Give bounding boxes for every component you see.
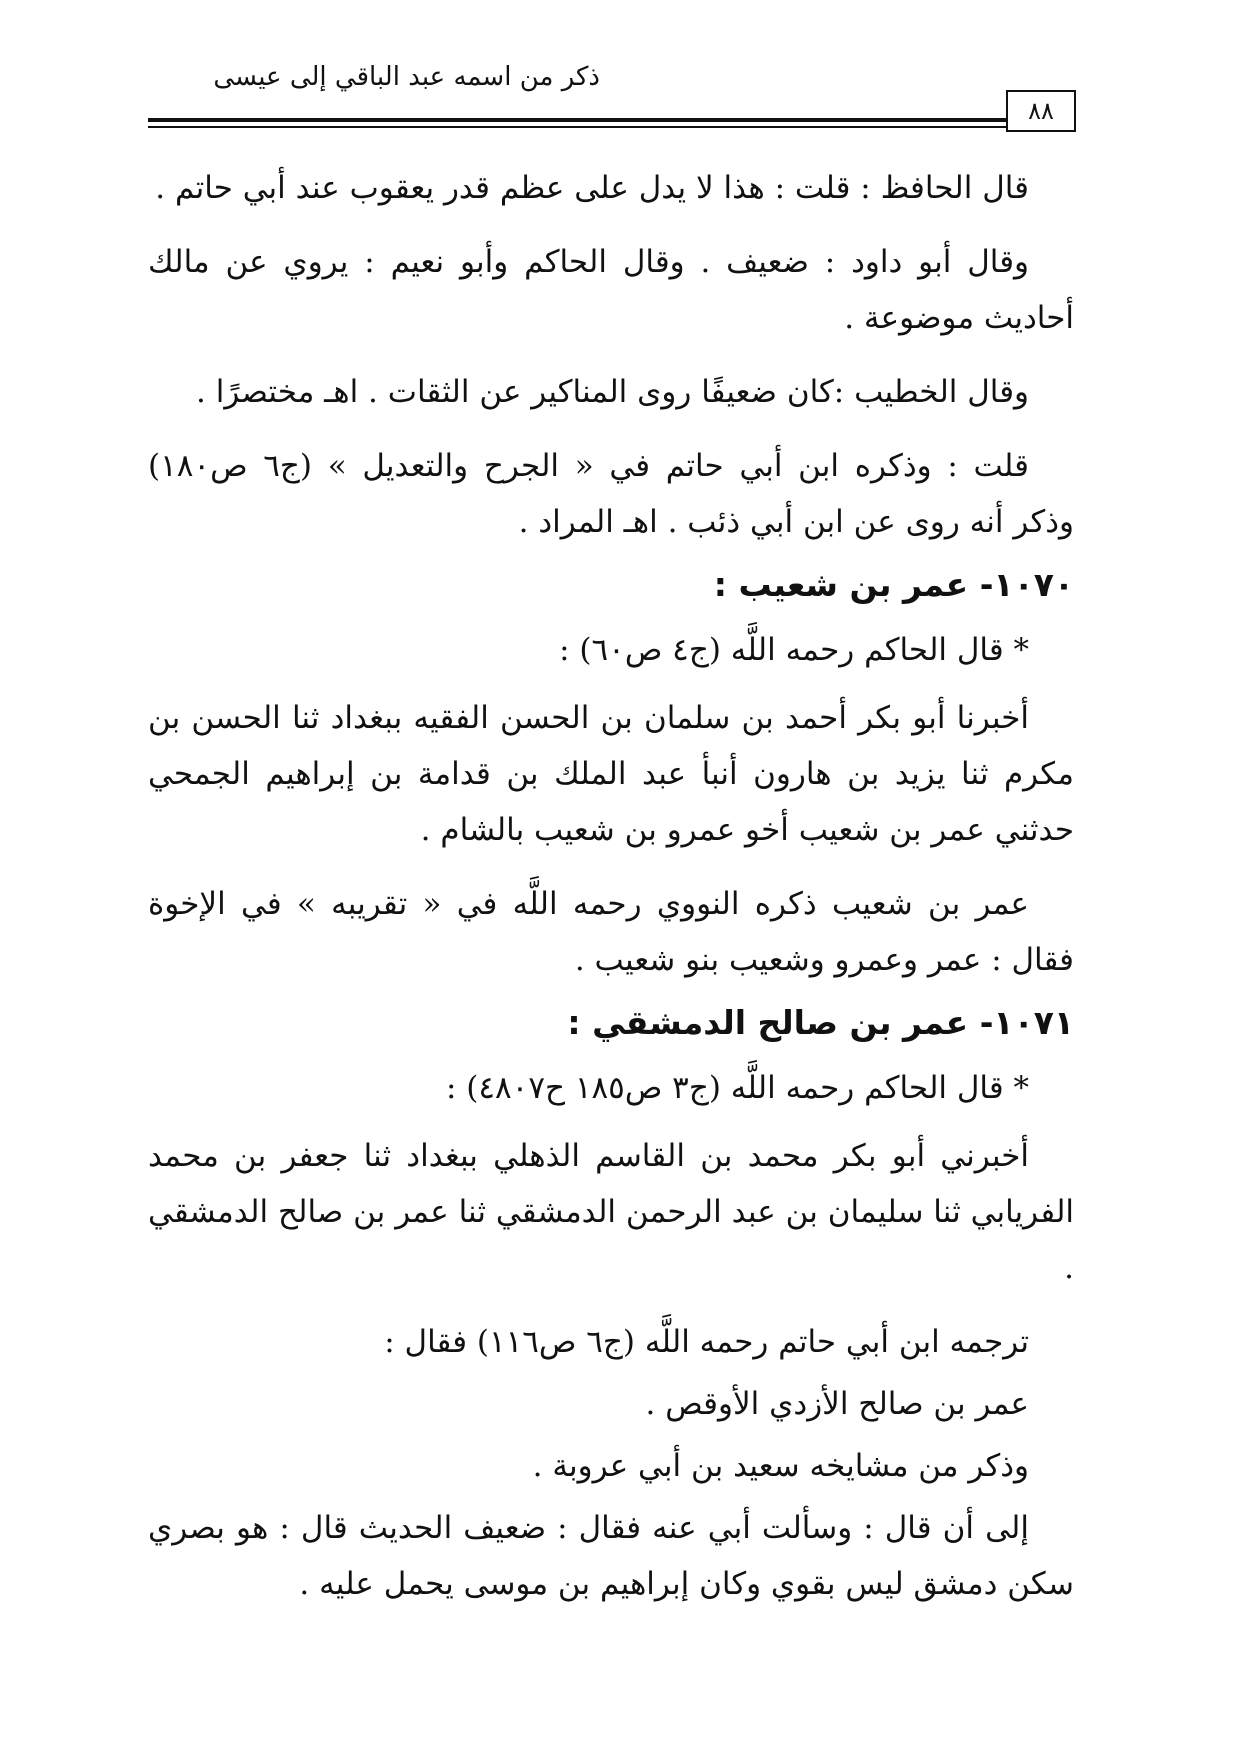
- isnad-paragraph: أخبرنا أبو بكر أحمد بن سلمان بن الحسن الفقيه ببغداد ثنا الحسن بن مكرم ثنا يزيد بن هارون أنبأ عبد الملك بن قدامة بن إبراهيم الجمحي حدثني عمر بن شعيب أخو عمرو بن شعيب بالشام .: [148, 700, 1074, 848]
- entry-heading: ١٠٧٠- عمر بن شعيب :: [713, 565, 1074, 604]
- comment-paragraph: عمر بن شعيب ذكره النووي رحمه اللَّه في « تقريبه » في الإخوة فقال : عمر وعمرو وشعيب بنو شعيب .: [148, 886, 1074, 978]
- body-text: [148, 160, 1074, 1630]
- paragraph: قال الحافظ : قلت : هذا لا يدل على عظم قدر يعقوب عند أبي حاتم .: [155, 170, 1029, 206]
- header-rule-thin: [148, 126, 1006, 128]
- source-citation: * قال الحاكم رحمه اللَّه (ج٣ ص١٨٥ ح٤٨٠٧) :: [445, 1070, 1029, 1106]
- narrator-name: عمر بن صالح الأزدي الأوقص .: [645, 1386, 1029, 1422]
- tarjama-line: ترجمه ابن أبي حاتم رحمه اللَّه (ج٦ ص١١٦) فقال :: [384, 1324, 1029, 1360]
- running-title: ذكر من اسمه عبد الباقي إلى عيسى: [213, 62, 600, 92]
- source-citation: * قال الحاكم رحمه اللَّه (ج٤ ص٦٠) :: [559, 632, 1029, 668]
- entry-1071: [148, 994, 1074, 1612]
- paragraph: وقال أبو داود : ضعيف . وقال الحاكم وأبو نعيم : يروي عن مالك أحاديث موضوعة .: [148, 244, 1074, 336]
- entry-heading: ١٠٧١- عمر بن صالح الدمشقي :: [567, 1003, 1074, 1042]
- header-rule-thick: [148, 118, 1006, 122]
- paragraph: وقال الخطيب :كان ضعيفًا روى المناكير عن الثقات . اهـ مختصرًا .: [196, 374, 1029, 410]
- page-number: ٨٨: [1006, 90, 1076, 132]
- isnad-paragraph: أخبرني أبو بكر محمد بن القاسم الذهلي ببغداد ثنا جعفر بن محمد الفريابي ثنا سليمان بن عبد الرحمن الدمشقي ثنا عمر بن صالح الدمشقي .: [148, 1138, 1074, 1286]
- entry-1070: [148, 556, 1074, 988]
- shuyukh-line: وذكر من مشايخه سعيد بن أبي عروبة .: [532, 1448, 1029, 1484]
- paragraph: قلت : وذكره ابن أبي حاتم في « الجرح والتعديل » (ج٦ ص١٨٠) وذكر أنه روى عن ابن أبي ذئب . اهـ المراد .: [148, 448, 1074, 540]
- closing-paragraph: إلى أن قال : وسألت أبي عنه فقال : ضعيف الحديث قال : هو بصري سكن دمشق ليس بقوي وكان إبراهيم بن موسى يحمل عليه .: [148, 1510, 1074, 1602]
